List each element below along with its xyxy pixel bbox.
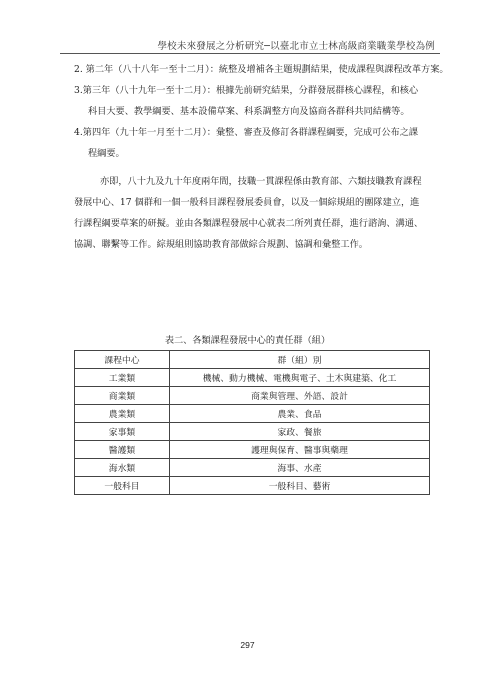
table-cell-center: 醫護類: [75, 441, 170, 459]
table-row: [75, 441, 430, 459]
table-row: [75, 459, 430, 477]
column-header-center: 課程中心: [75, 351, 170, 369]
table-cell-center: 家事類: [75, 423, 170, 441]
table-cell-center: 商業類: [75, 387, 170, 405]
table-caption: 表二、各類課程發展中心的責任群（組）: [164, 335, 331, 346]
table-cell-groups: 海事、水產: [170, 459, 430, 477]
table-row: [75, 423, 430, 441]
list-item-year-3: 3.第三年（八十九年一至十二月）：根據先前研究結果，分群發展群核心課程，和核心: [74, 85, 419, 96]
table-cell-groups: 機械、動力機械、電機與電子、土木與建築、化工: [170, 369, 430, 387]
table-cell-center: 一般科目: [75, 477, 170, 495]
column-header-groups: 群（組）別: [170, 351, 430, 369]
list-item-year-4-continued: 程綱要。: [88, 148, 125, 159]
responsibility-table: [74, 350, 430, 495]
table-row: [75, 405, 430, 423]
table-cell-groups: 商業與管理、外語、設計: [170, 387, 430, 405]
table-row: [75, 387, 430, 405]
table-row: [75, 369, 430, 387]
table-cell-center: 工業類: [75, 369, 170, 387]
running-header: 學校未來發展之分析研究─以臺北市立士林高級商業職業學校為例: [157, 41, 435, 52]
paragraph-line-2: 發展中心、17 個群和一個一般科目課程發展委員會，以及一個綜規組的團隊建立，進: [74, 197, 420, 208]
table-cell-groups: 家政、餐旅: [170, 423, 430, 441]
list-item-year-4: 4.第四年（九十年一月至十二月）：彙整、審查及修訂各群課程綱要，完成可公布之課: [74, 127, 419, 138]
paragraph-line-3: 行課程綱要草案的研擬。並由各類課程發展中心就表二所列責任群，進行諮詢、溝通、: [74, 218, 424, 229]
paragraph-line-1: 亦即，八十九及九十年度兩年間，技職一貫課程係由教育部、六類技職教育課程: [100, 176, 422, 187]
table-cell-groups: 農業、食品: [170, 405, 430, 423]
table-cell-center: 海水類: [75, 459, 170, 477]
page-number: 297: [240, 640, 255, 650]
list-item-year-3-continued: 科目大要、教學綱要、基本設備草案、科系調整方向及協商各群科共同結構等。: [88, 106, 410, 117]
table-cell-center: 農業類: [75, 405, 170, 423]
table-cell-groups: 護理與保育、醫事與藥理: [170, 441, 430, 459]
table-cell-groups: 一般科目、藝術: [170, 477, 430, 495]
header-rule: [60, 53, 440, 54]
table-row: [75, 477, 430, 495]
paragraph-line-4: 協調、聯繫等工作。綜規組則協助教育部做綜合規劃、協調和彙整工作。: [74, 239, 368, 250]
list-item-year-2: 2. 第二年（八十八年一至十二月）：統整及增補各主題規劃結果，使成課程與課程改革方案。: [74, 64, 449, 75]
table-header-row: [75, 351, 430, 369]
